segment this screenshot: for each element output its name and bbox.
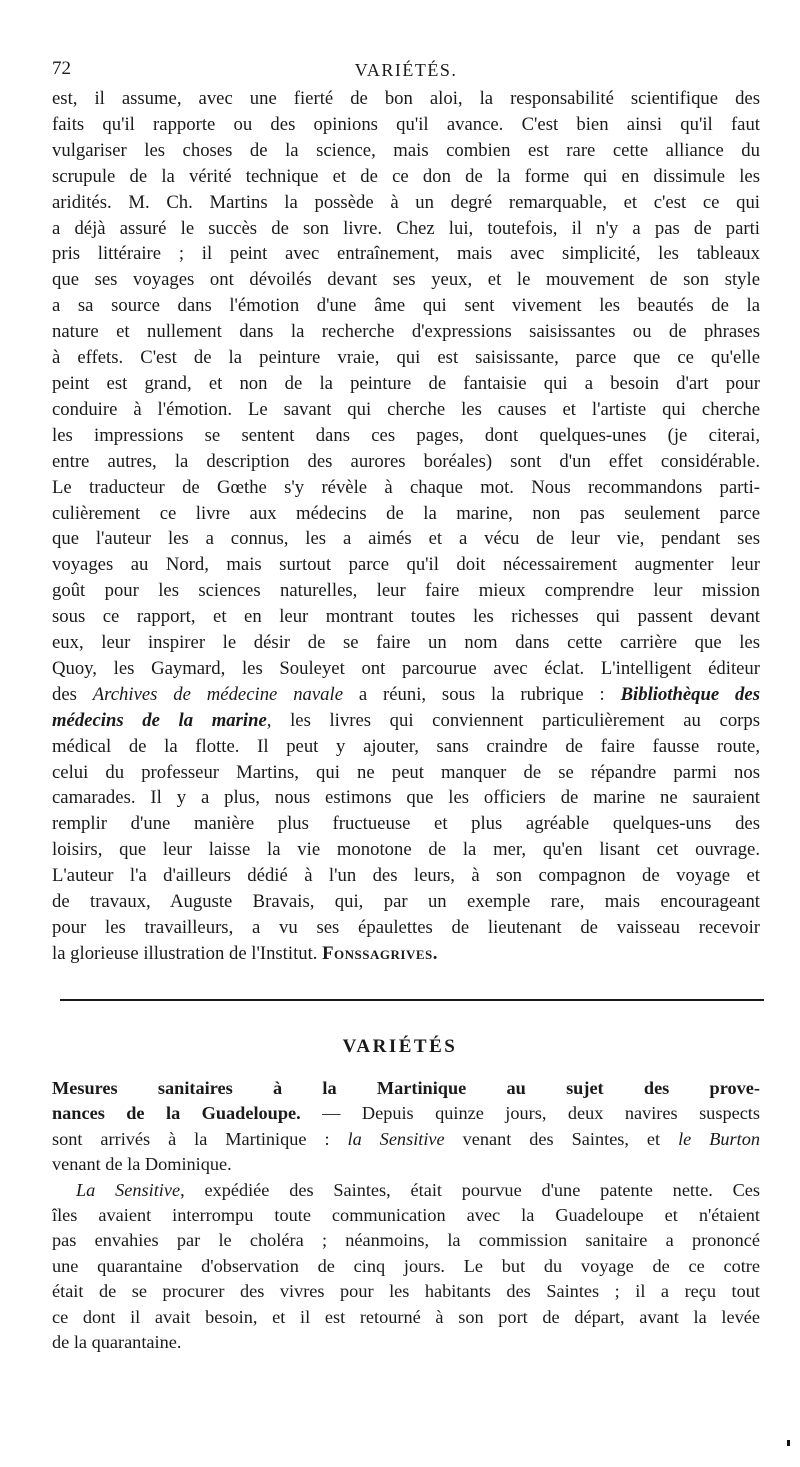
text-line: L'auteur l'a d'ailleurs dédié à l'un des leurs, à son compagnon de voyage et <box>52 865 760 887</box>
text-line: ce dont il avait besoin, et il est retourné à son port de départ, avant la levée <box>52 1306 760 1327</box>
text-fragment: a réuni, sous la rubrique : <box>343 683 621 705</box>
text-line: scrupule de la vérité technique et de ce don de la forme qui en dissimule les <box>52 165 760 187</box>
text-line <box>52 1178 760 1203</box>
text-line: pas envahies par le choléra ; néanmoins, la commission sanitaire a prononcé <box>52 1230 760 1251</box>
text-line: aridités. M. Ch. Martins la possède à un degré remarquable, et c'est ce qui <box>52 191 760 213</box>
ship-name: le Burton <box>678 1128 760 1149</box>
book-review-text <box>52 86 760 967</box>
text-line <box>52 1101 760 1126</box>
text-line: de travaux, Auguste Bravais, qui, par un exemple rare, mais encourageant <box>52 891 760 913</box>
text-line: venant de la Dominique. <box>52 1154 232 1175</box>
text-line: îles avaient interrompu toute communication avec la Guadeloupe et n'étaient <box>52 1205 760 1226</box>
text-line: que l'auteur les a connus, les a aimés et a vécu de leur vie, pendant ses <box>52 528 760 550</box>
section-heading: VARIÉTÉS <box>342 1036 458 1057</box>
ship-name: la Sensitive <box>347 1128 445 1149</box>
text-line: conduire à l'émotion. Le savant qui cherche les causes et l'artiste qui cherche <box>52 398 760 420</box>
text-line: entre autres, la description des aurores boréales) sont d'un effet considérable. <box>52 450 760 472</box>
rubric-title: Bibliothèque des <box>620 683 760 705</box>
text-fragment: des <box>52 683 93 705</box>
text-line: a déjà assuré le succès de son livre. Chez lui, toutefois, il n'y a pas de parti <box>52 217 760 239</box>
text-line: a sa source dans l'émotion d'une âme qui sent vivement les beautés de la <box>52 295 760 317</box>
page-number: 72 <box>52 58 71 79</box>
text-line: à effets. C'est de la peinture vraie, qui est saisissante, parce que ce qu'elle <box>52 347 760 369</box>
text-line: goût pour les sciences naturelles, leur faire mieux comprendre leur mission <box>52 580 760 602</box>
author-signature: Fonssagrives. <box>322 942 438 964</box>
text-line: les impressions se sentent dans ces pages, dont quelques-unes (je citerai, <box>52 424 760 446</box>
text-line: remplir d'une manière plus fructueuse et plus agréable quelques-uns des <box>52 813 760 835</box>
text-line <box>52 708 760 734</box>
text-line: voyages au Nord, mais surtout parce qu'il doit nécessairement augmenter leur <box>52 554 760 576</box>
text-line: culièrement ce livre aux médecins de la marine, non pas seulement parce <box>52 502 760 524</box>
article-text <box>52 1076 760 1355</box>
section-divider <box>60 999 764 1001</box>
signoff-line <box>52 941 760 967</box>
text-line: sous ce rapport, et en leur montrant toutes les richesses qui passent devant <box>52 606 760 628</box>
text-line: camarades. Il y a plus, nous estimons que les officiers de marine ne sauraient <box>52 787 760 809</box>
final-sentence: la glorieuse illustration de l'Institut. <box>52 942 318 964</box>
ship-name: La Sensitive <box>76 1179 181 1200</box>
text-line: Le traducteur de Gœthe s'y révèle à chaque mot. Nous recommandons parti- <box>52 476 760 498</box>
text-line: loisirs, que leur laisse la vie monotone de la mer, qu'en lisant cet ouvrage. <box>52 839 760 861</box>
text-line: est, il assume, avec une fierté de bon aloi, la responsabilité scientifique des <box>52 88 760 109</box>
text-line: pris littéraire ; il peint avec entraînement, mais avec simplicité, les tableaux <box>52 243 760 265</box>
text-fragment: , les livres qui conviennent particulièrement au corps <box>266 709 760 731</box>
text-line <box>52 682 760 708</box>
text-line <box>52 1127 760 1152</box>
text-line: celui du professeur Martins, qui ne peut manquer de se répandre parmi nos <box>52 761 760 783</box>
text-line: une quarantaine d'observation de cinq jours. Le but du voyage de ce cotre <box>52 1255 760 1276</box>
text-line: était de se procurer des vivres pour les habitants des Saintes ; il a reçu tout <box>52 1281 760 1302</box>
text-line: de la quarantaine. <box>52 1332 182 1353</box>
text-line: nature et nullement dans la recherche d'expressions saisissantes ou de phrases <box>52 321 760 343</box>
running-title: VARIÉTÉS. <box>354 60 458 80</box>
text-fragment: — Depuis quinze jours, deux navires suspects <box>300 1103 760 1124</box>
text-line: vulgariser les choses de la science, mais combien est rare cette alliance du <box>52 139 760 161</box>
text-line: Quoy, les Gaymard, les Souleyet ont parcourue avec éclat. L'intelligent éditeur <box>52 657 760 679</box>
text-line: eux, leur inspirer le désir de se faire un nom dans cette carrière que les <box>52 632 760 654</box>
article-title-continued: nances de la Guadeloupe. <box>52 1103 301 1124</box>
text-line: que ses voyages ont dévoilés devant ses yeux, et le mouvement de son style <box>52 269 760 291</box>
journal-title: Archives de médecine navale <box>92 683 344 705</box>
text-fragment: sont arrivés à la Martinique : <box>52 1128 348 1149</box>
text-line: médical de la flotte. Il peut y ajouter, sans craindre de faire fausse route, <box>52 735 760 757</box>
page-header <box>52 58 760 84</box>
text-line: pour les travailleurs, a vu ses épaulettes de lieutenant de vaisseau recevoir <box>52 917 760 938</box>
text-fragment: , expédiée des Saintes, était pourvue d'une patente nette. Ces <box>180 1179 760 1200</box>
text-line: peint est grand, et non de la peinture de fantaisie qui a besoin d'art pour <box>52 372 760 394</box>
text-line: faits qu'il rapporte ou des opinions qu'il avance. C'est bien ainsi qu'il faut <box>52 113 760 135</box>
scan-speck <box>787 1440 790 1446</box>
rubric-title-continued: médecins de la marine <box>52 709 267 731</box>
article-title: Mesures sanitaires à la Martinique au sujet des prove- <box>52 1078 760 1098</box>
text-fragment: venant des Saintes, et <box>444 1128 679 1149</box>
